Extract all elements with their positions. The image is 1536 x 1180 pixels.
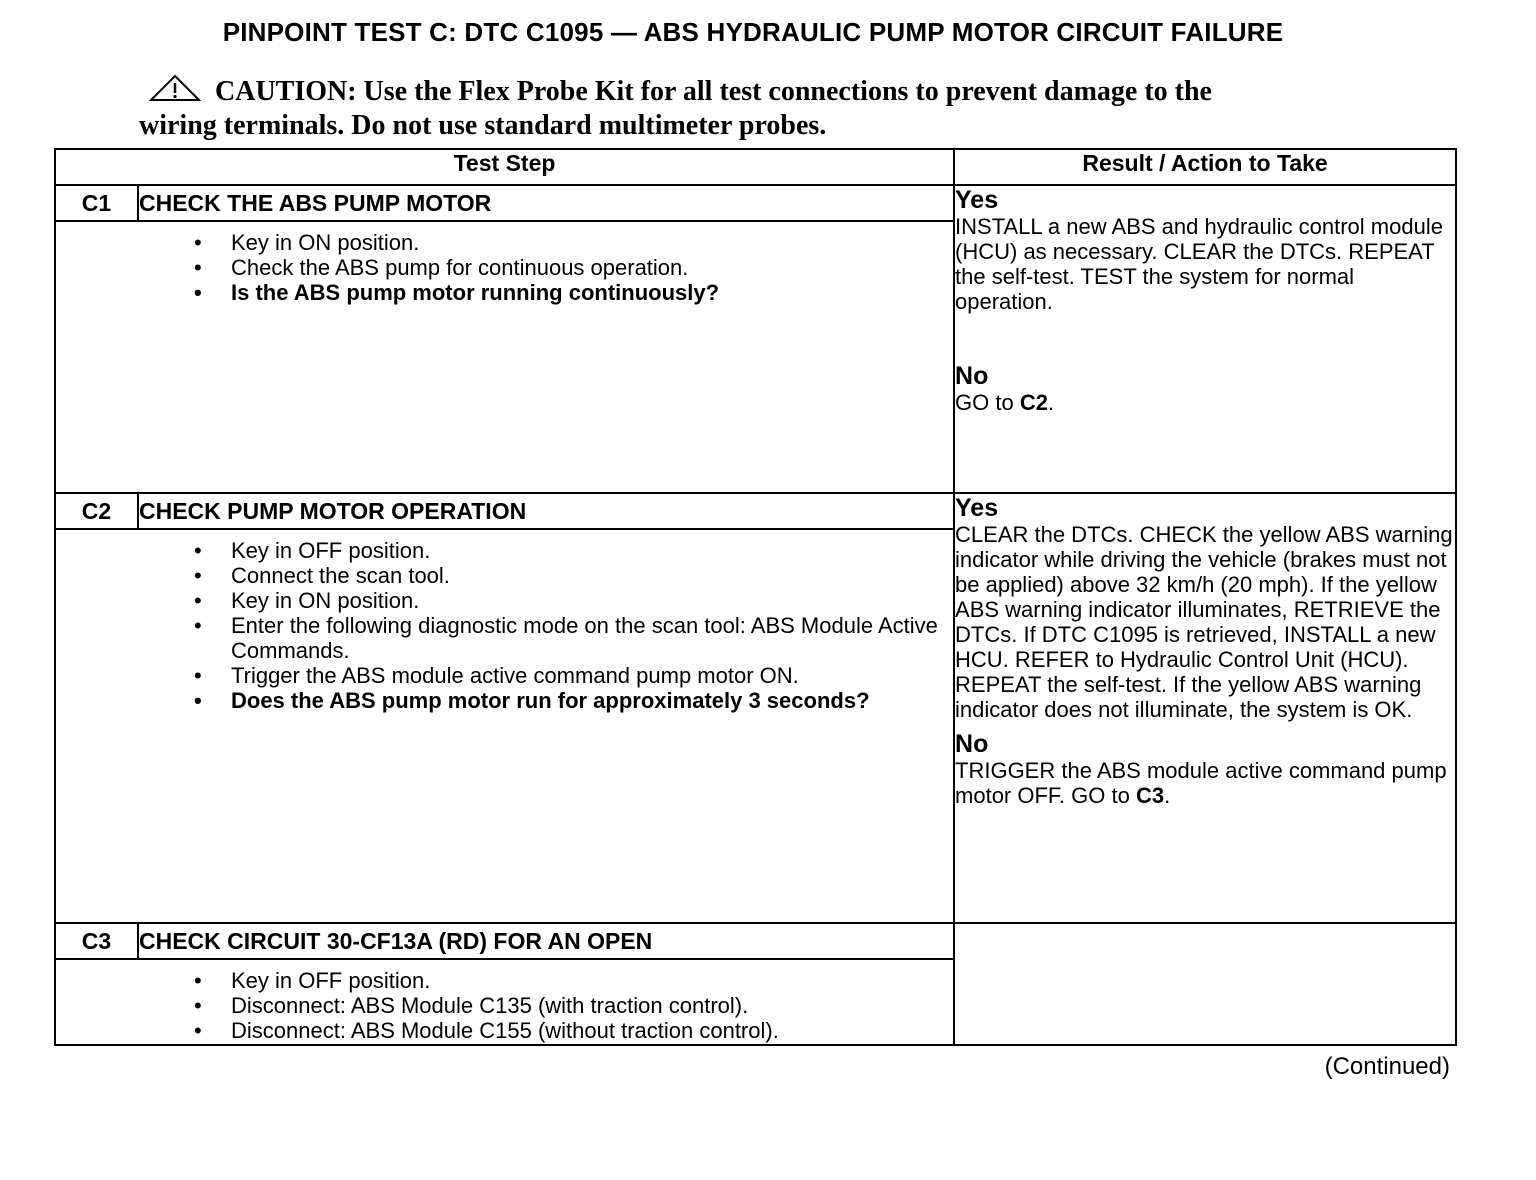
step-reference: C3 [1135, 783, 1165, 808]
step-name: CHECK THE ABS PUMP MOTOR [138, 185, 954, 221]
step-result [954, 493, 1456, 923]
step-name: CHECK PUMP MOTOR OPERATION [138, 493, 954, 529]
step-reference: C2 [1019, 390, 1048, 415]
caution-line-1: CAUTION: Use the Flex Probe Kit for all test connections to prevent damage to the [215, 76, 1212, 107]
yes-label: Yes [955, 186, 999, 214]
page-title: PINPOINT TEST C: DTC C1095 — ABS HYDRAULIC PUMP MOTOR CIRCUIT FAILURE [222, 17, 1284, 47]
header-result-action: Result / Action to Take [954, 149, 1456, 185]
step-id: C1 [55, 185, 138, 221]
step-instructions [138, 959, 954, 1045]
no-label: No [955, 730, 989, 758]
header-test-step: Test Step [55, 149, 954, 185]
caution-note [139, 74, 1379, 142]
pinpoint-test-table [54, 148, 1457, 1046]
warning-triangle-icon [149, 74, 201, 110]
list-item: • Key in OFF position. [231, 538, 953, 563]
no-action: TRIGGER the ABS module active command pump motor OFF. GO to C3. [955, 758, 1447, 808]
caution-line-2: wiring terminals. Do not use standard multimeter probes. [139, 110, 827, 141]
list-item: • Trigger the ABS module active command pump motor ON. [231, 663, 953, 688]
yes-action: CLEAR the DTCs. CHECK the yellow ABS warning indicator while driving the vehicle (brakes must not be applied) above 32 km/h (20 mph). If the yellow ABS warning indicator illuminates, RETRIEVE the DTCs. If DTC C1095 is retrieved, INSTALL a new HCU. REFER to Hydraulic Control Unit (HCU). REPEAT the self-test. If the yellow ABS warning indicator does not illuminate, the system is OK. [955, 522, 1453, 722]
list-item: • Key in OFF position. [231, 968, 953, 993]
step-question: • Is the ABS pump motor running continuously? [231, 280, 953, 305]
list-item: • Disconnect: ABS Module C155 (without traction control). [231, 1018, 953, 1043]
step-name: CHECK CIRCUIT 30-CF13A (RD) FOR AN OPEN [138, 923, 954, 959]
step-instructions [138, 221, 954, 493]
no-label: No [955, 362, 989, 390]
list-item: • Enter the following diagnostic mode on the scan tool: ABS Module Active Commands. [231, 613, 953, 663]
list-item: • Key in ON position. [231, 588, 953, 613]
yes-action: INSTALL a new ABS and hydraulic control module (HCU) as necessary. CLEAR the DTCs. REPEAT the self-test. TEST the system for normal operation. [955, 214, 1443, 314]
yes-label: Yes [955, 494, 999, 522]
step-question: • Does the ABS pump motor run for approximately 3 seconds? [231, 688, 953, 713]
step-id: C2 [55, 493, 138, 529]
step-result [954, 923, 1456, 1045]
no-action: GO to C2. [955, 390, 1055, 415]
list-item: • Connect the scan tool. [231, 563, 953, 588]
step-id: C3 [55, 923, 138, 959]
list-item: • Key in ON position. [231, 230, 953, 255]
list-item: • Check the ABS pump for continuous operation. [231, 255, 953, 280]
step-instructions [138, 529, 954, 923]
continued-note: (Continued) [1324, 1053, 1450, 1080]
step-result [954, 185, 1456, 493]
list-item: • Disconnect: ABS Module C135 (with traction control). [231, 993, 953, 1018]
